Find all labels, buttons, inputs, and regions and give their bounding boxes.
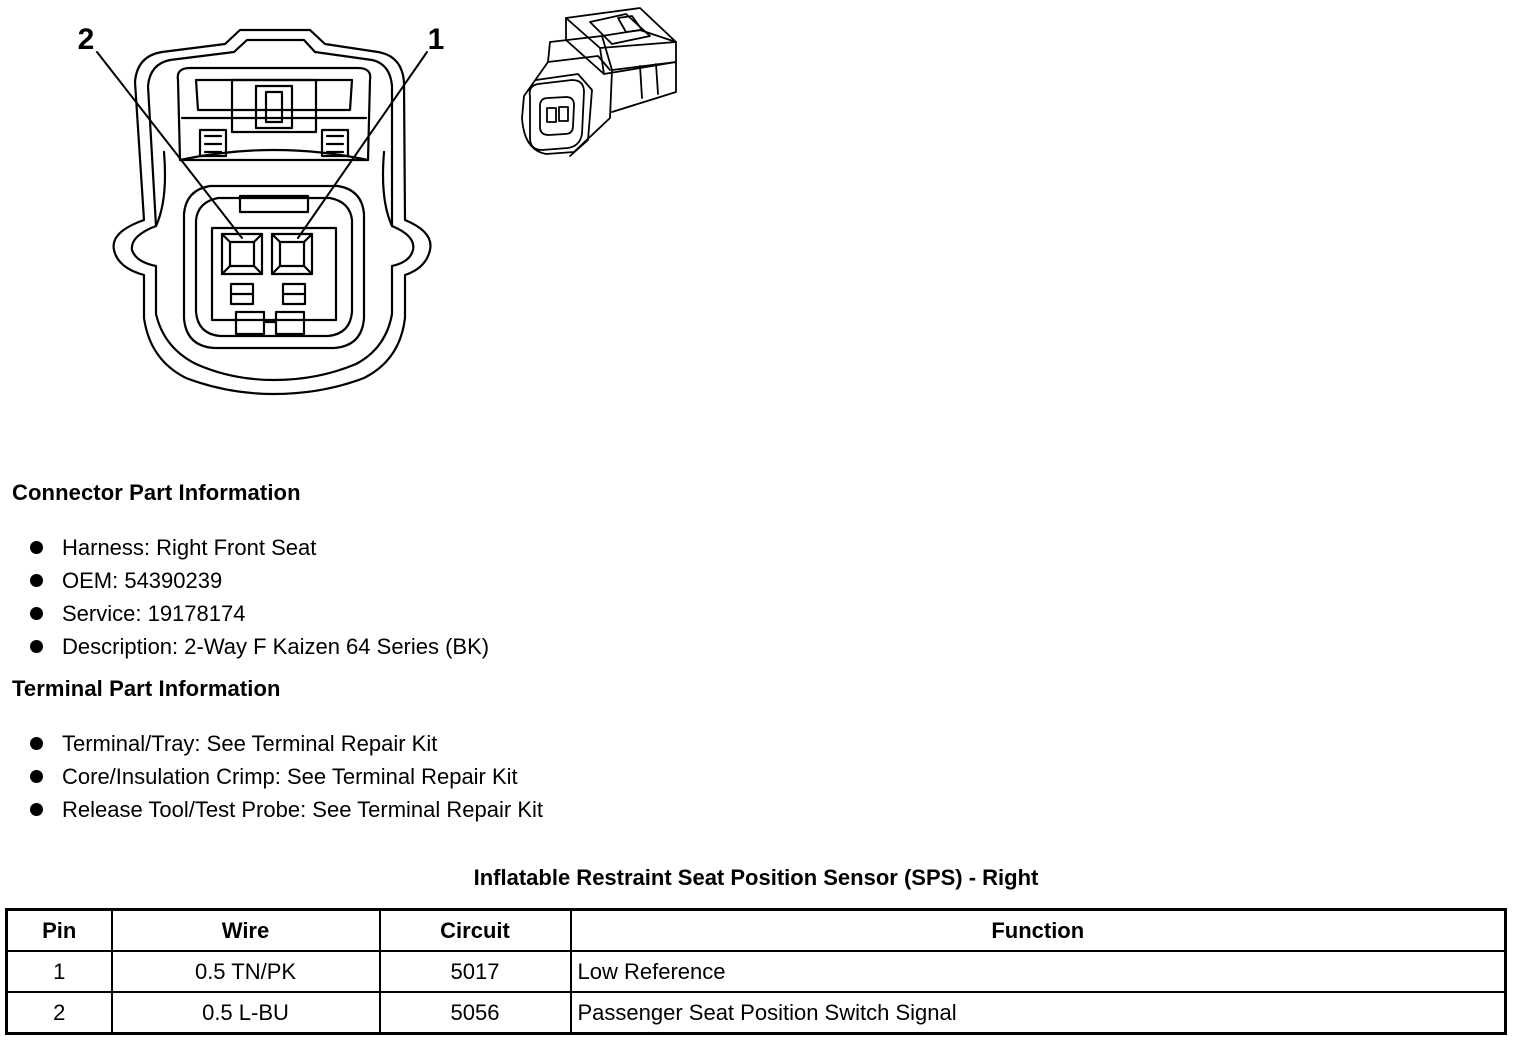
cell-pin: 1 — [7, 951, 112, 992]
table-header-row — [7, 910, 1506, 952]
pin-table-title: Inflatable Restraint Seat Position Sensor (SPS) - Right — [473, 865, 1039, 890]
list-item — [28, 793, 543, 826]
table-row — [7, 992, 1506, 1034]
list-item — [28, 760, 543, 793]
column-header-circuit: Circuit — [380, 910, 571, 952]
terminal-info-heading: Terminal Part Information — [12, 676, 281, 701]
connector-description: Description: 2-Way F Kaizen 64 Series (BK) — [62, 634, 490, 659]
column-header-pin: Pin — [7, 910, 112, 952]
bullet-icon — [30, 640, 43, 653]
cell-function: Passenger Seat Position Switch Signal — [571, 992, 1506, 1034]
connector-service: Service: 19178174 — [62, 601, 246, 626]
list-item — [28, 630, 489, 663]
connector-info-list — [28, 531, 489, 663]
terminal-info-list — [28, 727, 543, 826]
cell-pin: 2 — [7, 992, 112, 1034]
list-item — [28, 727, 543, 760]
cell-circuit: 5017 — [380, 951, 571, 992]
pin-table — [5, 908, 1507, 1035]
terminal-crimp: Core/Insulation Crimp: See Terminal Repair Kit — [62, 764, 518, 789]
bullet-icon — [30, 803, 43, 816]
terminal-release-tool: Release Tool/Test Probe: See Terminal Repair Kit — [62, 797, 543, 822]
connector-face-view — [97, 30, 430, 394]
connector-harness: Harness: Right Front Seat — [62, 535, 317, 560]
cell-circuit: 5056 — [380, 992, 571, 1034]
connector-oem: OEM: 54390239 — [62, 568, 223, 593]
list-item — [28, 531, 489, 564]
bullet-icon — [30, 574, 43, 587]
cell-wire: 0.5 L-BU — [112, 992, 380, 1034]
table-row — [7, 951, 1506, 992]
column-header-function: Function — [571, 910, 1506, 952]
cell-function: Low Reference — [571, 951, 1506, 992]
cell-wire: 0.5 TN/PK — [112, 951, 380, 992]
terminal-tray: Terminal/Tray: See Terminal Repair Kit — [62, 731, 438, 756]
bullet-icon — [30, 541, 43, 554]
connector-diagram — [0, 0, 720, 420]
list-item — [28, 564, 489, 597]
bullet-icon — [30, 770, 43, 783]
pin-label-1: 1 — [427, 23, 445, 56]
pin-label-2: 2 — [77, 23, 95, 56]
connector-info-heading: Connector Part Information — [12, 480, 301, 505]
column-header-wire: Wire — [112, 910, 380, 952]
bullet-icon — [30, 607, 43, 620]
bullet-icon — [30, 737, 43, 750]
connector-isometric-view — [522, 8, 676, 156]
list-item — [28, 597, 489, 630]
